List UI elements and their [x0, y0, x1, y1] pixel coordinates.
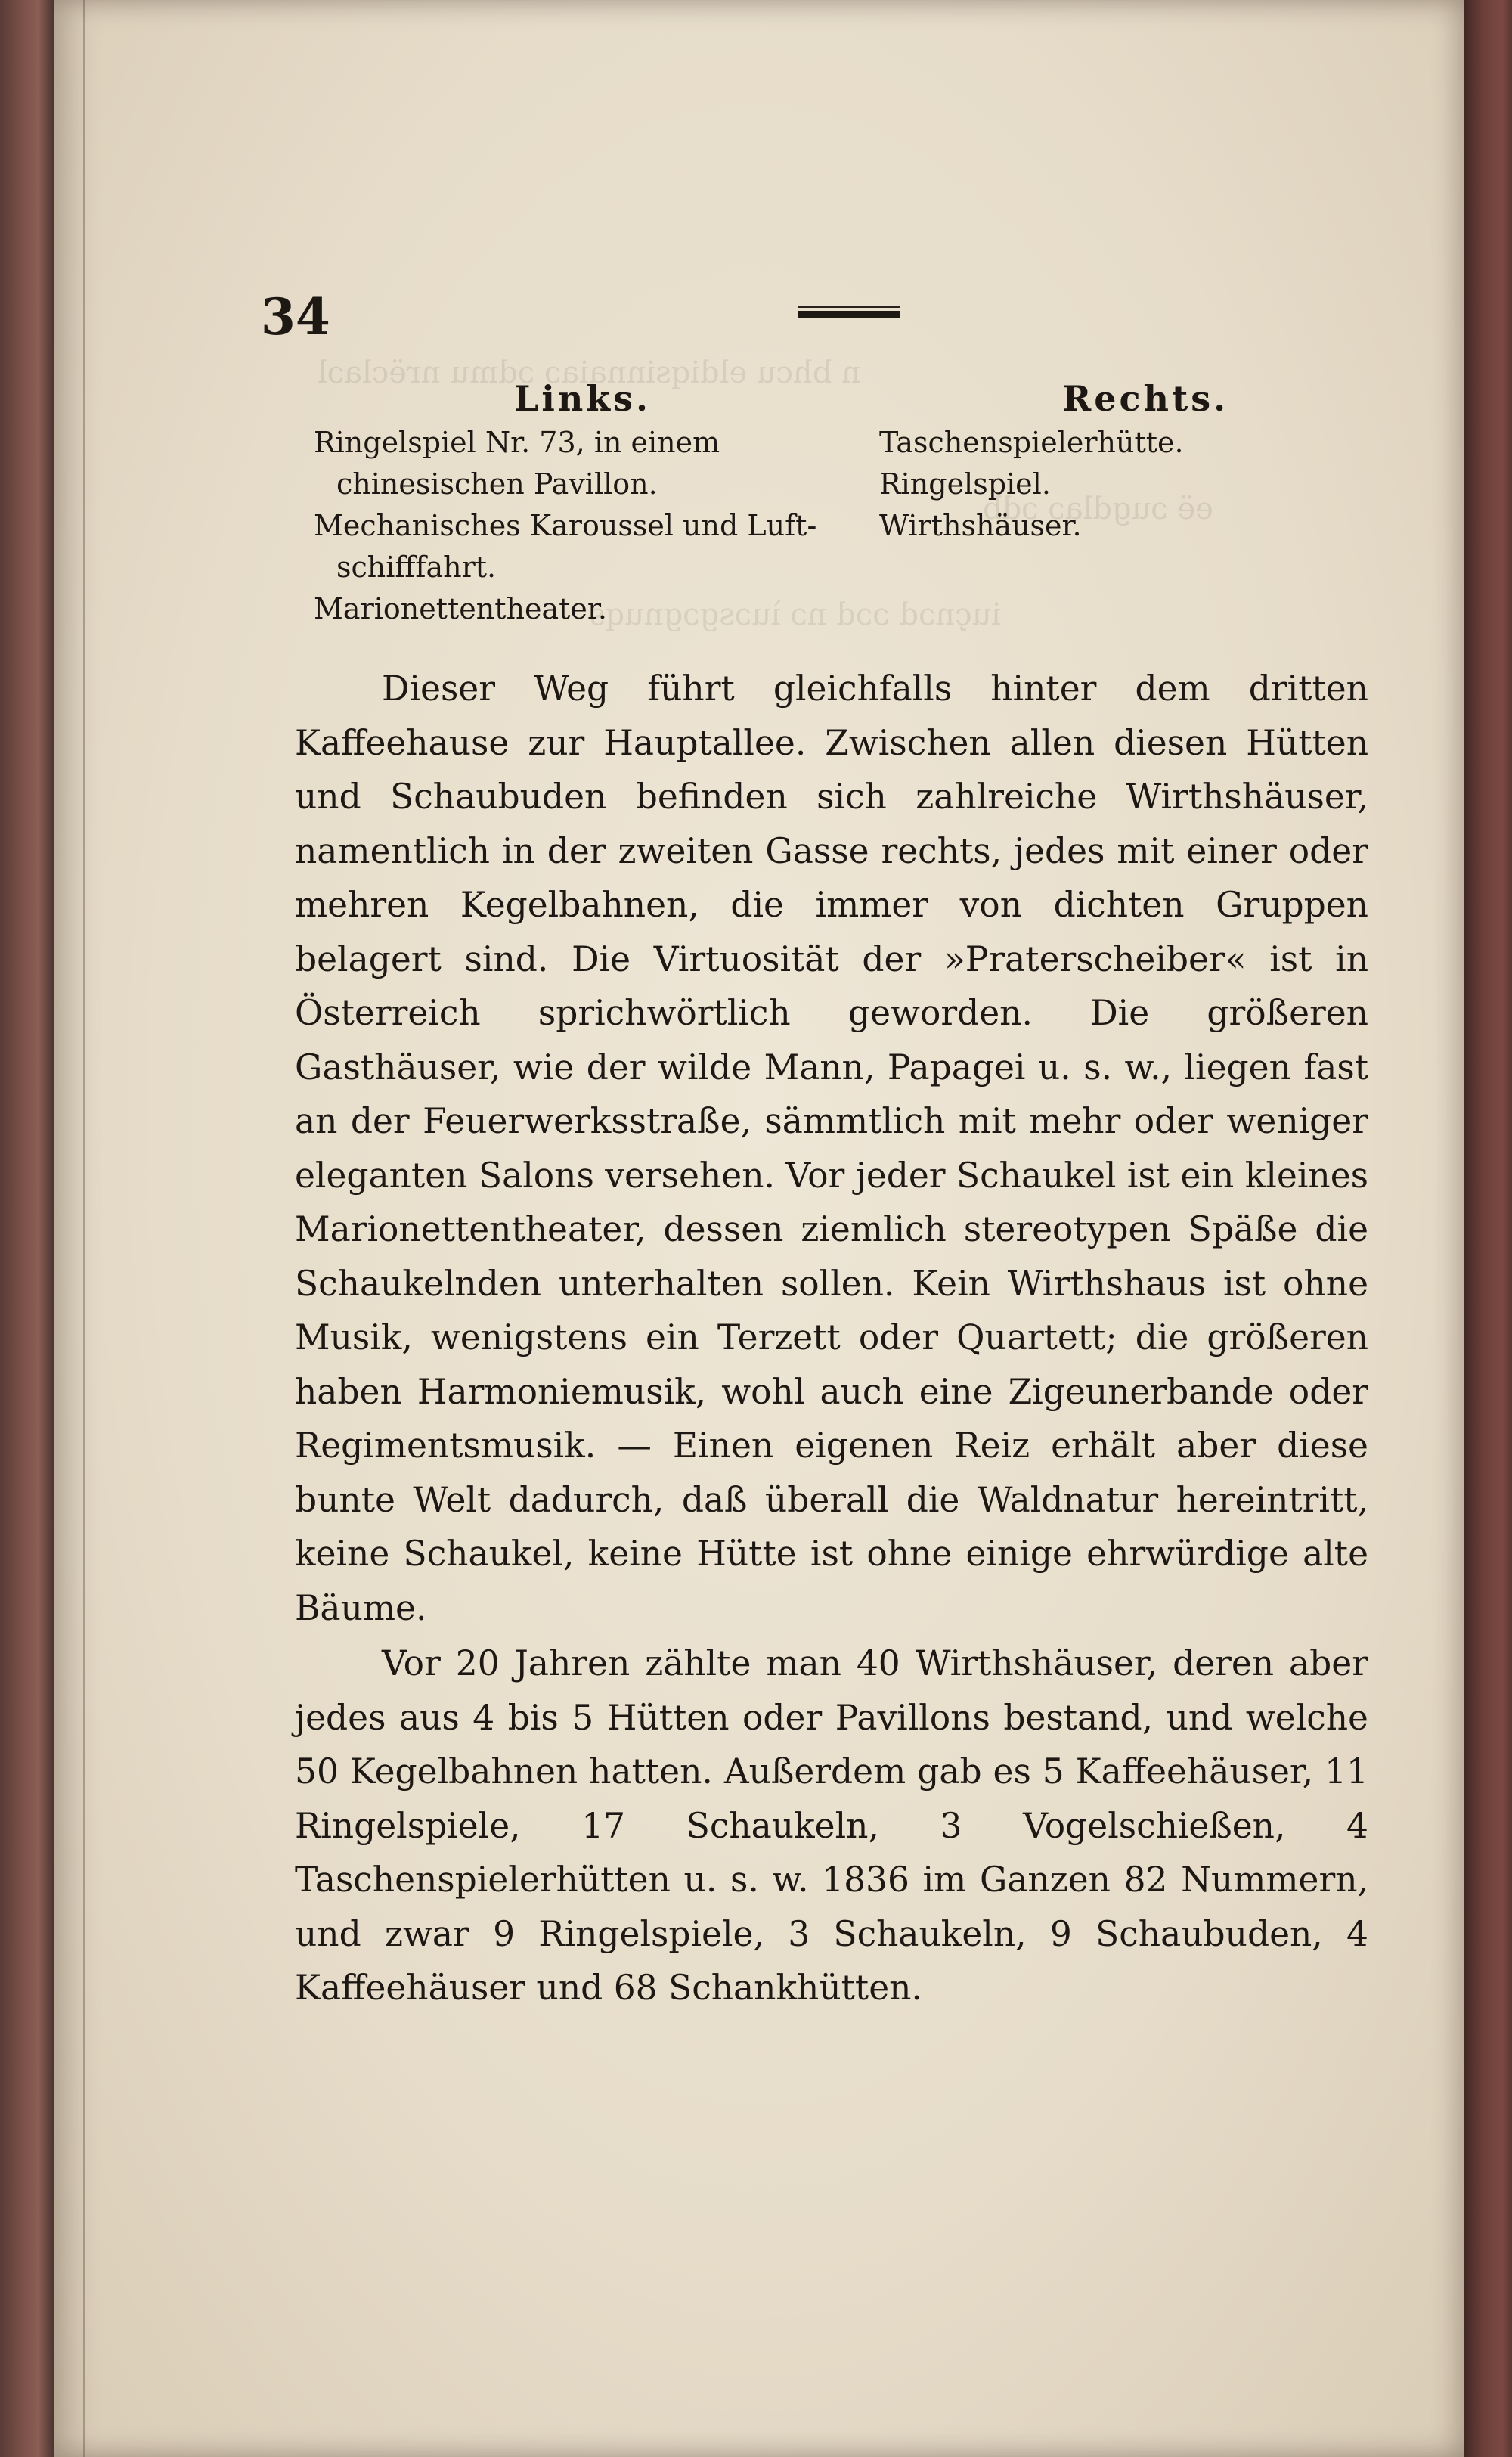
book-cover-edge-right	[1464, 0, 1512, 2457]
column-heading-right: Rechts.	[1062, 378, 1229, 419]
gutter-shadow	[83, 0, 85, 2457]
bleed-through-text: n bhcu eldiqsinnaiaɔ ɔdmu nrëclaɔl	[318, 355, 861, 390]
paragraph: Vor 20 Jahren zählte man 40 Wirthshäuser, deren aber jedes aus 4 bis 5 Hütten oder Pavillons bestand, und welche 50 Kegelbahnen hatten. Außerdem gab es 5 Kaffeehäuser, 11 Ringelspiele, 17 Schaukeln, 3 Vogelschießen, 4 Taschenspielerhütten u. s. w. 1836 im Ganzen 82 Nummern, und zwar 9 Ringelspiele, 3 Schaukeln, 9 Schaubuden, 4 Kaffeehäuser und 68 Schankhütten.	[295, 1643, 1368, 2008]
list-item: Taschenspielerhütte.	[879, 426, 1184, 459]
bleed-through-text: iuçnɔd ɔɔd nɔ ìuɔsgɔgnuqs	[590, 597, 1002, 632]
book-binding-left	[0, 0, 54, 2457]
body-text	[295, 662, 1368, 2015]
left-column-list	[314, 422, 858, 630]
list-item: Marionettentheater.	[314, 592, 607, 625]
column-heading-left: Links.	[514, 378, 652, 419]
header-rule-ornament	[798, 306, 900, 319]
list-item: schifffahrt.	[336, 551, 497, 584]
paragraph: Dieser Weg führt gleichfalls hinter dem dritten Kaffeehause zur Hauptallee. Zwischen allen diesen Hütten und Schaubuden befinden sich zahlreiche Wirthshäuser, namentlich in der zweiten Gasse rechts, jedes mit einer oder mehren Kegelbahnen, die immer von dichten Gruppen belagert sind. Die Virtuosität der »Praterscheiber« ist in Österreich sprichwörtlich geworden. Die größeren Gasthäuser, wie der wilde Mann, Papagei u. s. w., liegen fast an der Feuerwerksstraße, sämmtlich mit mehr oder weniger eleganten Salons versehen. Vor jeder Schaukel ist ein kleines Marionettentheater, dessen ziemlich stereotypen Späße die Schaukelnden unterhalten sollen. Kein Wirthshaus ist ohne Musik, wenigstens ein Terzett oder Quartett; die größeren haben Harmoniemusik, wohl auch eine Zigeunerbande oder Regimentsmusik. — Einen eigenen Reiz erhält aber diese bunte Welt dadurch, daß überall die Waldnatur hereintritt, keine Schaukel, keine Hütte ist ohne einige ehrwürdige alte Bäume.	[295, 669, 1368, 1628]
list-item: Mechanisches Karoussel und Luft-	[314, 509, 817, 542]
bleed-through-text: eë ɔugdlaɔ ɔdb	[983, 492, 1213, 526]
list-item: Ringelspiel Nr. 73, in einem	[314, 426, 720, 459]
list-item: chinesischen Pavillon.	[336, 467, 658, 501]
list-item: Wirthshäuser.	[879, 509, 1082, 542]
list-item: Ringelspiel.	[879, 467, 1051, 501]
right-column-list	[879, 422, 1197, 547]
page-number: 34	[261, 287, 330, 346]
